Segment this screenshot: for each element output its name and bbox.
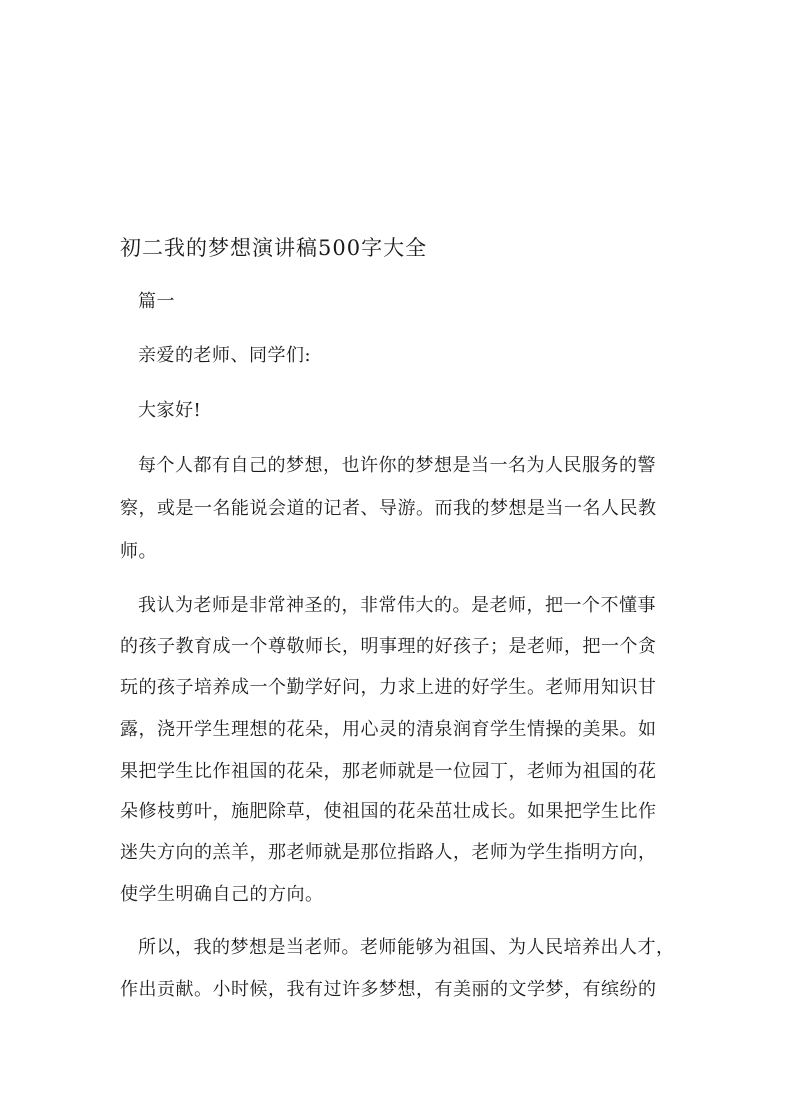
paragraph-2-line: 玩的孩子培养成一个勤学好问，力求上进的好学生。老师用知识甘 bbox=[120, 677, 657, 698]
paragraph-2-line: 果把学生比作祖国的花朵，那老师就是一位园丁，老师为祖国的花 bbox=[120, 761, 657, 782]
section-heading: 篇一 bbox=[138, 291, 175, 312]
paragraph-2-line: 迷失方向的羔羊，那老师就是那位指路人，老师为学生指明方向， bbox=[120, 842, 657, 863]
paragraph-1-line: 每个人都有自己的梦想，也许你的梦想是当一名为人民服务的警 bbox=[138, 455, 656, 476]
hello-line: 大家好! bbox=[138, 400, 202, 421]
paragraph-2-line: 的孩子教育成一个尊敬师长，明事理的好孩子；是老师，把一个贪 bbox=[120, 636, 657, 657]
paragraph-2-line: 朵修枝剪叶，施肥除草，使祖国的花朵茁壮成长。如果把学生比作 bbox=[120, 801, 657, 822]
paragraph-3-line: 所以，我的梦想是当老师。老师能够为祖国、为人民培养出人才， bbox=[138, 937, 675, 958]
document-title: 初二我的梦想演讲稿500字大全 bbox=[120, 236, 428, 260]
paragraph-1-line: 师。 bbox=[120, 541, 157, 562]
paragraph-3-line: 作出贡献。小时候，我有过许多梦想，有美丽的文学梦，有缤纷的 bbox=[120, 979, 657, 1000]
paragraph-1-line: 察，或是一名能说会道的记者、导游。而我的梦想是当一名人民教 bbox=[120, 498, 657, 519]
paragraph-2-line: 使学生明确自己的方向。 bbox=[120, 884, 324, 905]
paragraph-2-line: 我认为老师是非常神圣的，非常伟大的。是老师，把一个不懂事 bbox=[138, 595, 656, 616]
paragraph-2-line: 露，浇开学生理想的花朵，用心灵的清泉润育学生情操的美果。如 bbox=[120, 719, 657, 740]
greeting-line: 亲爱的老师、同学们: bbox=[138, 345, 312, 366]
